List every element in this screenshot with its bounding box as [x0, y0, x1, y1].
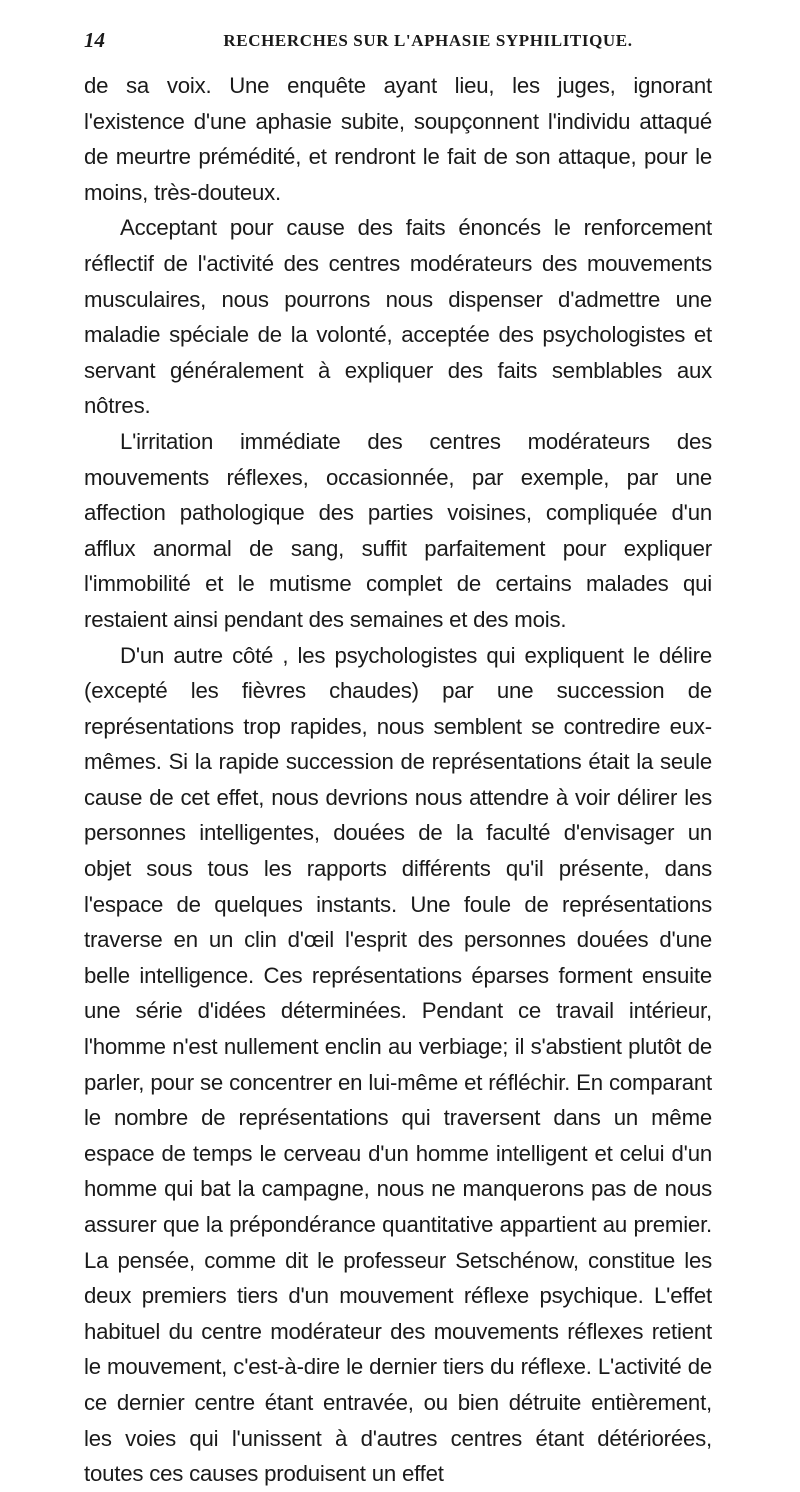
page-number: 14 — [84, 28, 105, 52]
paragraph: D'un autre côté , les psychologistes qui expliquent le délire (excepté les fièvres chaudes) par une succession de représentations trop rapides, nous semblent se contredire eux-mêmes. Si la rapide succession de représentations était la seule cause de cet effet, nous devrions nous attendre à voir délirer les personnes intelligentes, douées de la faculté d'envisager un objet sous tous les rapports différents qu'il présente, dans l'espace de quelques instants. Une foule de représentations traverse en un clin d'œil l'esprit des personnes douées d'une belle intelligence. Ces représentations éparses forment ensuite une série d'idées déterminées. Pendant ce travail intérieur, l'homme n'est nullement enclin au verbiage; il s'abstient plutôt de parler, pour se concentrer en lui-même et réfléchir. En comparant le nombre de représentations qui traversent dans un même espace de temps le cerveau d'un homme intelligent et celui d'un homme qui bat la campagne, nous ne manquerons pas de nous assurer que la prépondérance quantitative appartient au premier. La pensée, comme dit le professeur Setschénow, constitue les deux premiers tiers d'un mouvement réflexe psychique. L'effet habituel du centre modérateur des mouvements réflexes retient le mouvement, c'est-à-dire le dernier tiers du réflexe. L'activité de ce dernier centre étant entravée, ou bien détruite entièrement, les voies qui l'unissent à d'autres centres étant détériorées, toutes ces causes produisent un effet — [84, 642, 712, 1487]
body-text — [84, 68, 712, 1492]
paragraph: L'irritation immédiate des centres modérateurs des mouvements réflexes, occasionnée, par exemple, par une affection pathologique des parties voisines, compliquée d'un afflux anormal de sang, suffit parfaitement pour expliquer l'immobilité et le mutisme complet de certains malades qui restaient ainsi pendant des semaines et des mois. — [84, 428, 712, 632]
paragraph: de sa voix. Une enquête ayant lieu, les juges, ignorant l'existence d'une aphasie subite, soupçonnent l'individu attaqué de meurtre prémédité, et rendront le fait de son attaque, pour le moins, très-douteux. — [84, 73, 712, 205]
running-title: RECHERCHES SUR L'APHASIE SYPHILITIQUE. — [223, 31, 633, 50]
page-header — [84, 28, 712, 58]
paragraph: Acceptant pour cause des faits énoncés le renforcement réflectif de l'activité des centres modérateurs des mouvements musculaires, nous pourrons nous dispenser d'admettre une maladie spéciale de la volonté, acceptée des psychologistes et servant généralement à expliquer des faits semblables aux nôtres. — [84, 215, 712, 419]
